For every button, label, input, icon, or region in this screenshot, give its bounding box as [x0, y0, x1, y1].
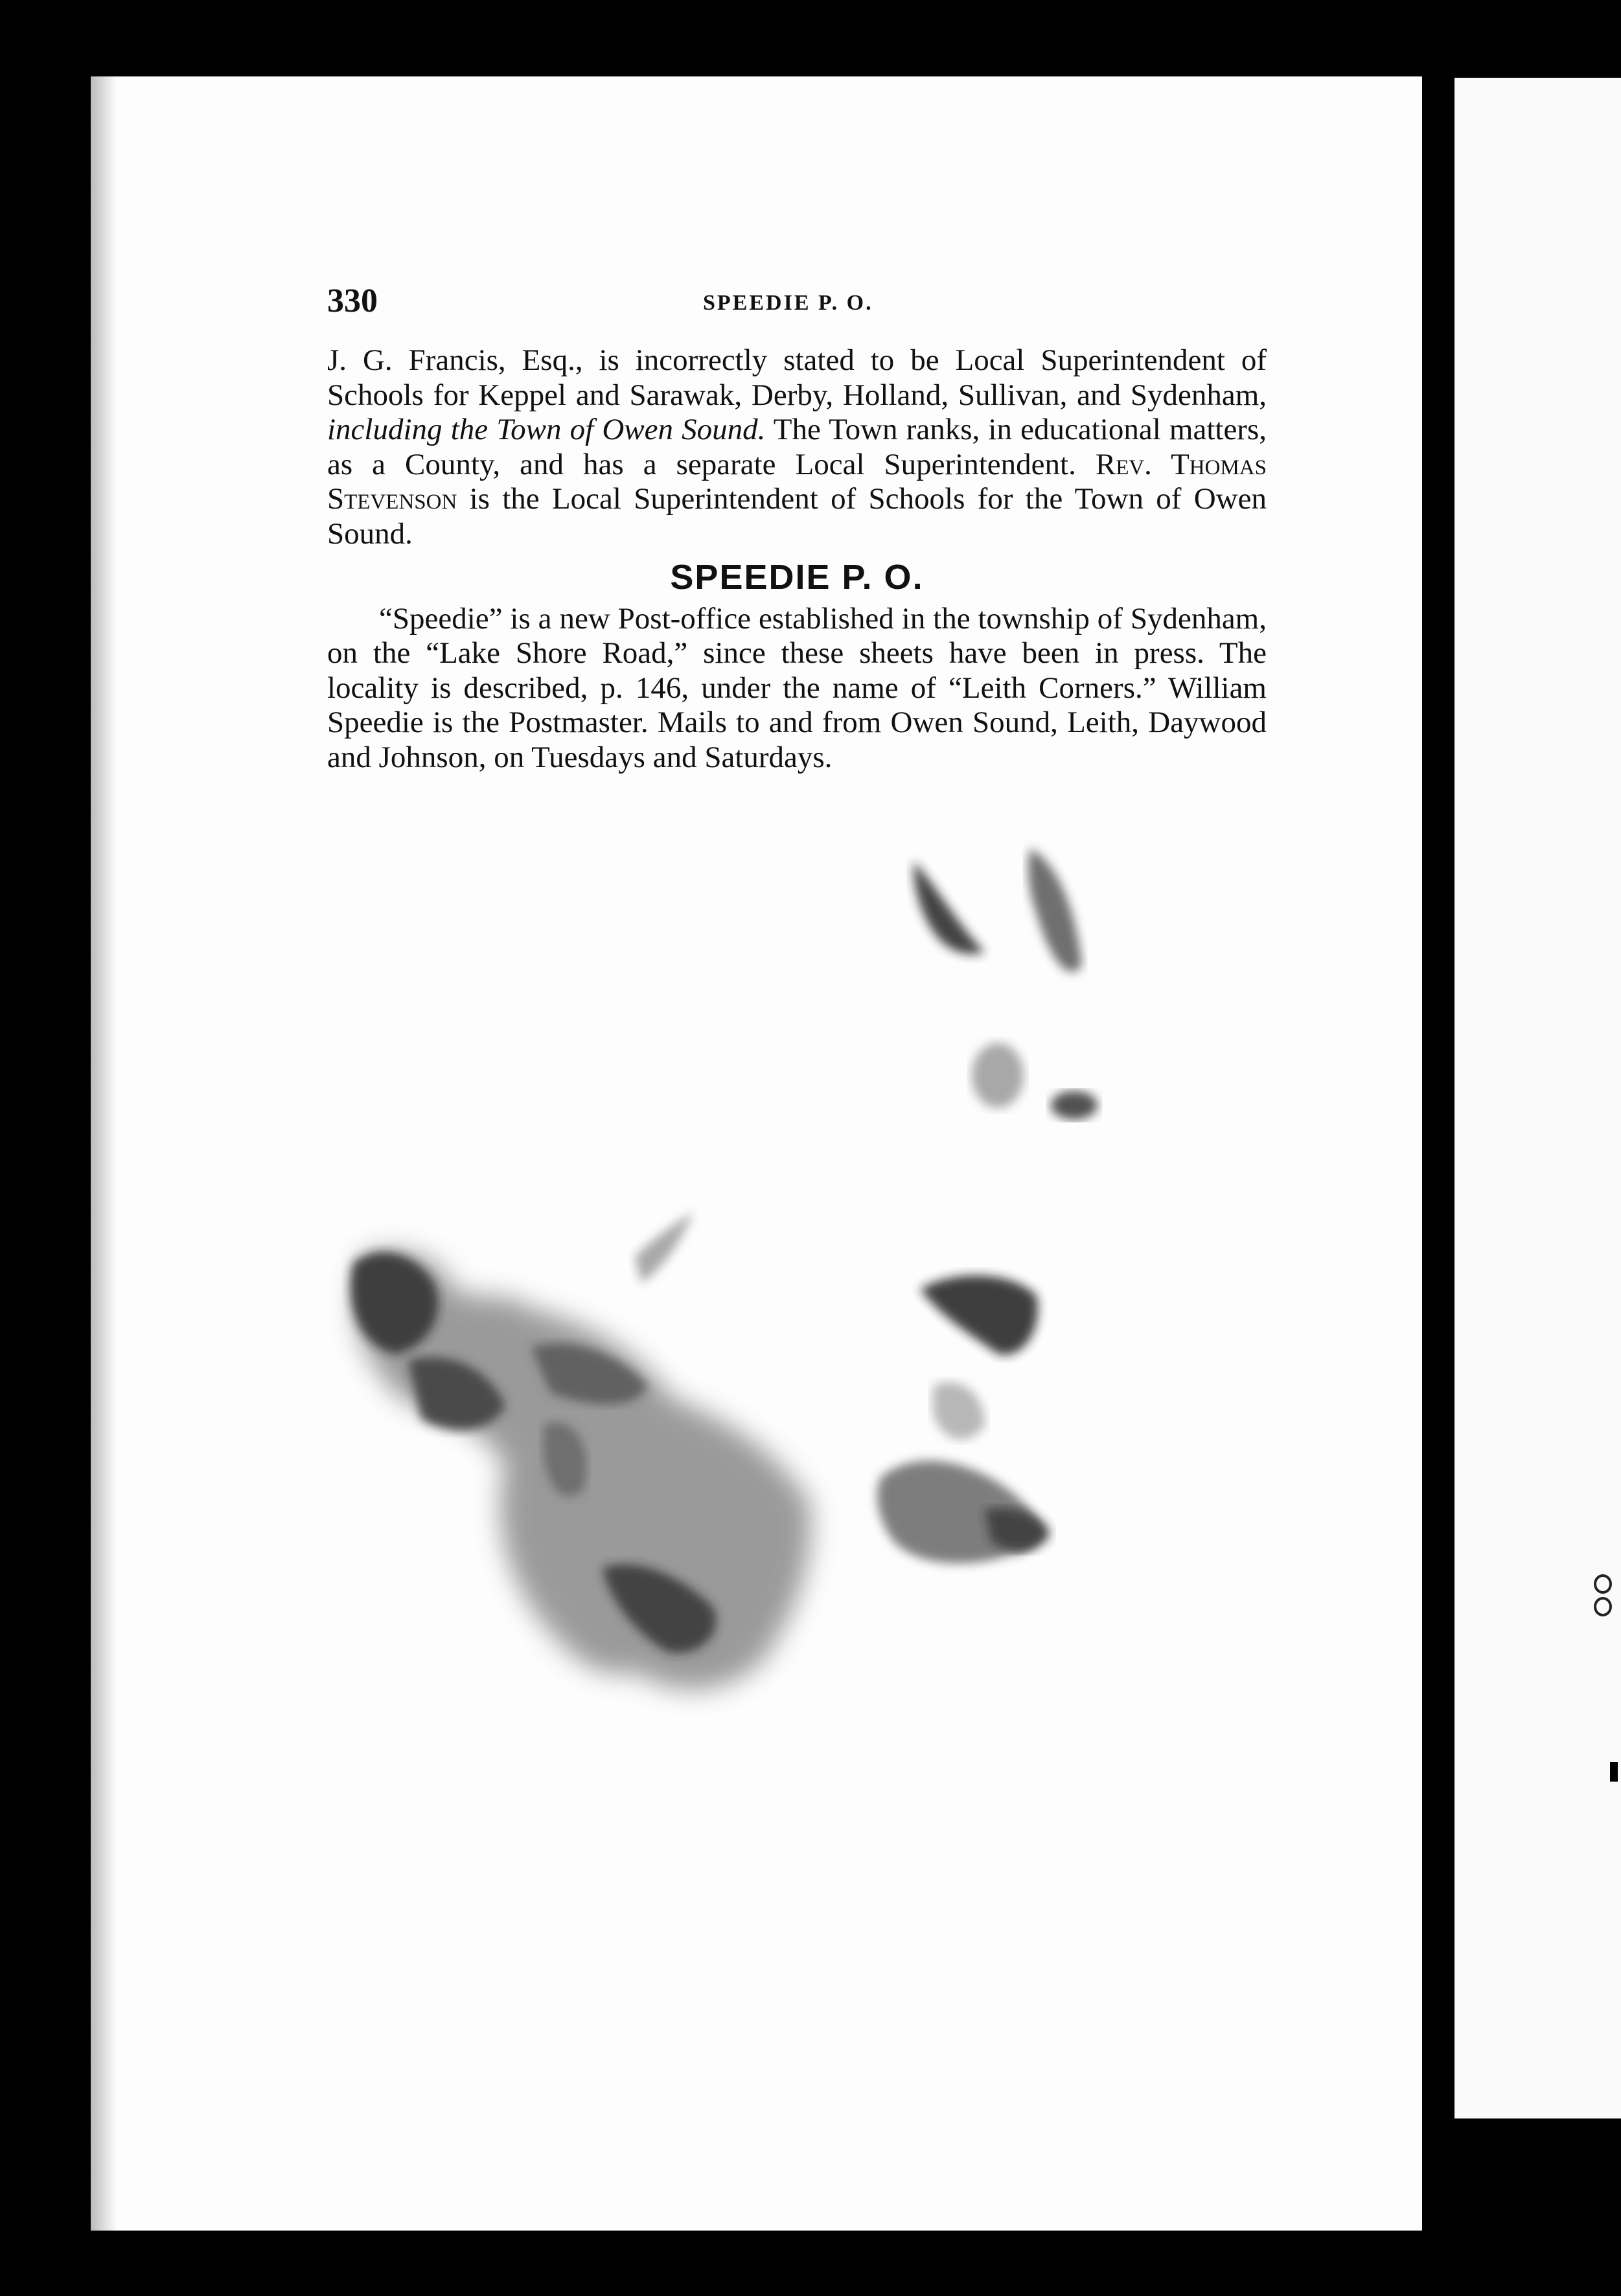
section-heading: SPEEDIE P. O.	[670, 558, 924, 597]
running-head: SPEEDIE P. O.	[703, 291, 873, 315]
correction-text: J. G. Francis, Esq., is incorrectly stated to be Local Superintendent of Schools for Keppel and Sarawak, Derby, Holland, Sullivan, and Sydenham,	[327, 343, 1267, 412]
section-paragraph: “Speedie” is a new Post-office established in the township of Sydenham, on the “Lake Shore Road,” since these sheets have been in press. The locality is described, p. 146, under the name of “Leith Corners.” William Speedie is the Postmaster. Mails to and from Owen Sound, Leith, Daywood and Johnson, on Tuesdays and Saturdays.	[327, 601, 1267, 774]
correction-text: The Town ranks, in educational matters, as a County, and has a separate Local Superintendent.	[327, 413, 1267, 481]
correction-italic: including the Town of Owen Sound.	[327, 413, 766, 446]
page-number: 330	[327, 282, 378, 319]
superintendent-name: Rev. Thomas Stevenson	[327, 447, 1267, 516]
correction-text: is the Local Superintendent of Schools for the Town of Owen Sound.	[327, 482, 1267, 551]
